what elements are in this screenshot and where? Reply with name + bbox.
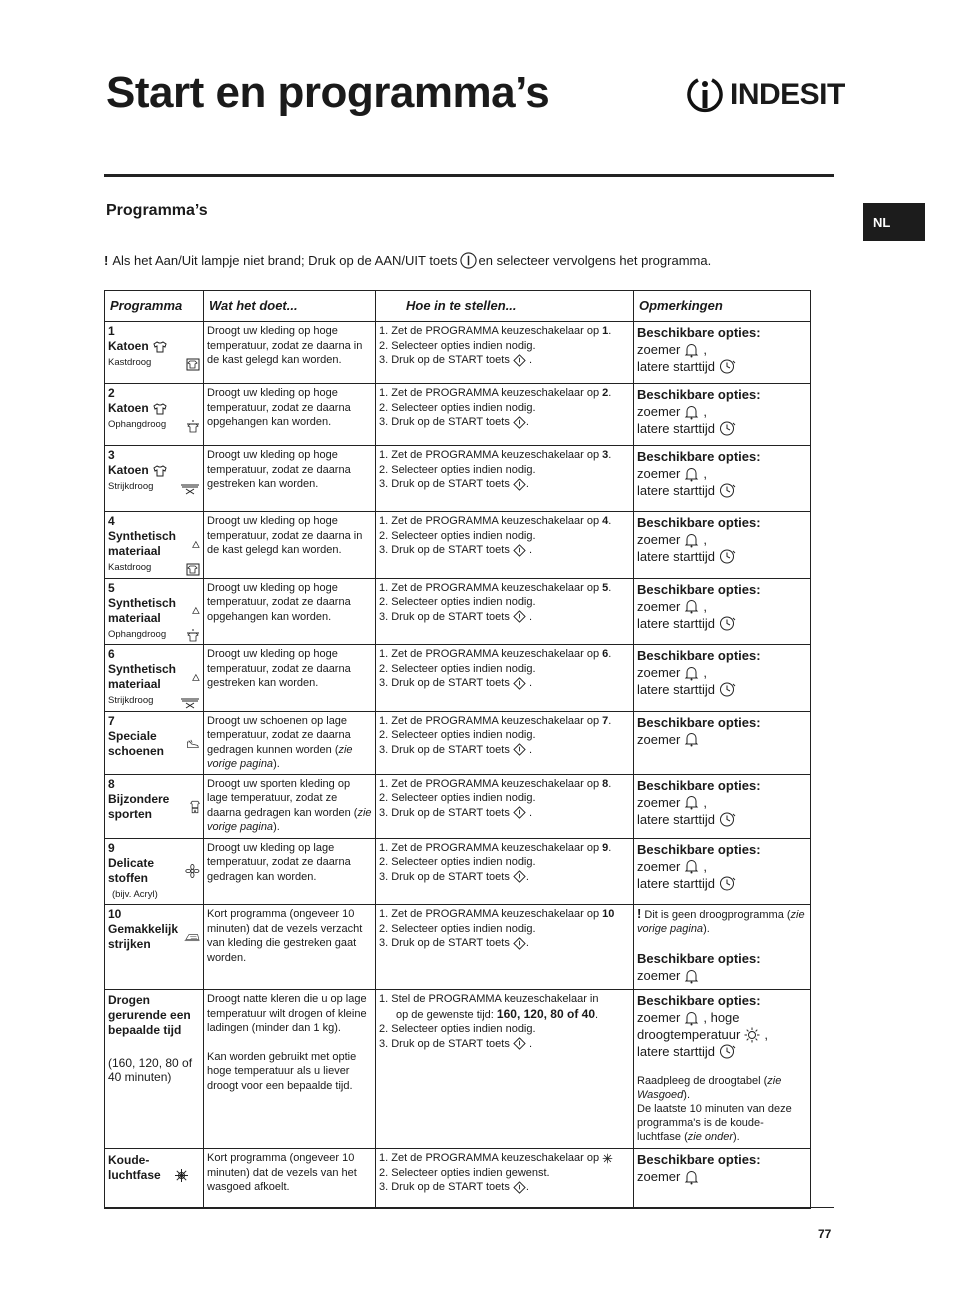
instructions-cell: 1. Zet de PROGRAMMA keuzeschakelaar op 8. 2. Selecteer opties indien nodig. 3. Druk op de START toets . <box>376 774 634 838</box>
start-icon <box>513 544 526 557</box>
notes-cell <box>634 774 811 838</box>
program-name: Katoen <box>108 463 149 477</box>
notes-cell <box>634 446 811 512</box>
step-2: 2. Selecteer opties indien gewenst. <box>379 1166 550 1179</box>
options-title: Beschikbare opties: <box>637 714 761 730</box>
program-number: 5 <box>108 580 115 595</box>
bell-icon <box>684 968 699 984</box>
start-icon <box>513 1037 526 1050</box>
notes-cell <box>634 384 811 446</box>
description-cell: Kort programma (ongeveer 10 minuten) dat de vezels van het wasgoed afkoelt. <box>204 1149 376 1209</box>
bell-icon <box>684 404 699 420</box>
program-cell <box>105 645 204 712</box>
comma: , <box>703 342 707 357</box>
clock-icon <box>719 615 736 632</box>
shoe-icon <box>186 737 200 751</box>
start-icon <box>513 478 526 491</box>
step-3: 3. Druk op de START toets <box>379 806 510 819</box>
bell-icon <box>684 858 699 874</box>
option-delay-start: latere starttijd <box>637 682 716 697</box>
indesit-logo-icon <box>686 76 724 114</box>
program-subtype: (bijv. Acryl) <box>112 888 158 900</box>
program-name: Gemakkelijk strijken <box>108 922 179 951</box>
table-row <box>105 774 811 838</box>
step-1: 1. Zet de PROGRAMMA keuzeschakelaar op <box>379 387 600 399</box>
notice-text-before: Als het Aan/Uit lampje niet brand; Druk op de AAN/UIT toets <box>112 253 458 268</box>
step-3: 3. Druk op de START toets <box>379 354 510 366</box>
comma: , <box>703 466 707 481</box>
language-tab: NL <box>863 203 925 241</box>
cooldown-note: De laatste 10 minuten van deze programma's is de koude-luchtfase ( <box>637 1103 792 1143</box>
program-name: Bijzondere sporten <box>108 791 170 821</box>
description-cell: Kort programma (ongeveer 10 minuten) dat de vezels verzacht van kleding die gestreken gaat worden. <box>204 905 376 990</box>
program-number: 10 <box>108 907 122 921</box>
program-number: 6 <box>108 647 115 661</box>
header-wat: Wat het doet... <box>204 291 376 322</box>
option-buzzer: zoemer <box>637 731 681 747</box>
description-cell: Droogt uw kleding op hoge temperatuur, zodat ze daarna in de kast gelegd kan worden. <box>204 322 376 384</box>
table-row <box>105 645 811 712</box>
comma: , <box>703 665 707 680</box>
table-row <box>105 578 811 645</box>
step-3: 3. Druk op de START toets <box>379 544 510 556</box>
step-3: 3. Druk op de START toets <box>379 416 510 428</box>
instructions-cell: 1. Zet de PROGRAMMA keuzeschakelaar op 10 2. Selecteer opties indien nodig. 3. Druk op de START toets . <box>376 905 634 990</box>
option-buzzer: zoemer <box>637 968 681 983</box>
program-name: Katoen <box>108 401 149 415</box>
step-2: 2. Selecteer opties indien nodig. <box>379 856 536 868</box>
instructions-cell: 1. Zet de PROGRAMMA keuzeschakelaar op 6. 2. Selecteer opties indien nodig. 3. Druk op de START toets . <box>376 645 634 712</box>
program-number: 7 <box>108 713 115 728</box>
dial-position: 7 <box>602 714 609 727</box>
comma: , <box>703 532 707 547</box>
instructions-cell: 1. Zet de PROGRAMMA keuzeschakelaar op 7. 2. Selecteer opties indien nodig. 3. Druk op de START toets . <box>376 711 634 774</box>
description-end: ). <box>273 821 280 833</box>
brand-logo <box>686 76 845 114</box>
option-high-temp-label: droogtemperatuur <box>637 1027 741 1042</box>
notes-cell <box>634 322 811 384</box>
bell-icon <box>684 598 699 614</box>
iron-icon <box>180 697 200 709</box>
description-text: Droogt uw sporten kleding op lage temperatuur, zodat ze daarna gedragen kan worden ( <box>207 777 358 819</box>
start-icon <box>513 806 526 819</box>
step-2: 2. Selecteer opties indien nodig. <box>379 401 536 414</box>
options-title: Beschikbare opties: <box>637 951 761 966</box>
option-delay-start: latere starttijd <box>637 359 716 374</box>
program-cell <box>105 838 204 905</box>
warning-bang: ! <box>637 906 642 921</box>
program-number: 1 <box>108 324 115 338</box>
table-header-row <box>105 291 811 322</box>
program-name: Drogen gerurende een bepaalde tijd <box>108 993 191 1037</box>
table-row <box>105 838 811 905</box>
notes-cell <box>634 578 811 645</box>
options-title: Beschikbare opties: <box>637 1152 761 1167</box>
dial-position: 10 <box>602 908 615 920</box>
options-title: Beschikbare opties: <box>637 387 761 402</box>
page-title: Start en programma’s <box>106 68 550 117</box>
note-text: Dit is geen droogprogramma ( <box>644 909 791 921</box>
table-row <box>105 905 811 990</box>
table-row <box>105 512 811 579</box>
header-programma: Programma <box>105 291 204 322</box>
dial-position: 1 <box>602 325 609 337</box>
options-title: Beschikbare opties: <box>637 841 761 857</box>
sun-icon <box>744 1027 760 1043</box>
notice <box>104 252 711 269</box>
program-cell <box>105 774 204 838</box>
header-opmerkingen: Opmerkingen <box>634 291 811 322</box>
triangle-icon <box>192 672 200 683</box>
program-name: Speciale schoenen <box>108 728 165 758</box>
notes-cell <box>634 990 811 1149</box>
comma: , <box>703 404 707 419</box>
cooldown-note-end: ). <box>733 1131 740 1143</box>
instructions-cell: 1. Zet de PROGRAMMA keuzeschakelaar op 2. Selecteer opties indien gewenst. 3. Druk op de START toets . <box>376 1149 634 1209</box>
option-delay-start: latere starttijd <box>637 549 716 564</box>
option-buzzer: zoemer <box>637 1010 681 1025</box>
step-1: 1. Zet de PROGRAMMA keuzeschakelaar op <box>379 714 600 727</box>
program-subtype: Kastdroog <box>108 357 152 368</box>
brand-name: INDESIT <box>730 78 845 111</box>
program-cell <box>105 990 204 1149</box>
shirt-icon <box>153 403 167 415</box>
program-name: Synthetisch materiaal <box>108 662 177 691</box>
instructions-cell: 1. Zet de PROGRAMMA keuzeschakelaar op 5. 2. Selecteer opties indien nodig. 3. Druk op de START toets . <box>376 578 634 645</box>
option-delay-start: latere starttijd <box>637 811 716 827</box>
snowflake-icon <box>602 1153 613 1164</box>
clock-icon <box>719 681 736 698</box>
snowflake-icon <box>174 1168 189 1183</box>
program-cell <box>105 1149 204 1209</box>
program-subtype: Kastdroog <box>108 562 152 573</box>
dial-position: 5 <box>602 581 609 594</box>
option-buzzer: zoemer <box>637 404 681 419</box>
step-3: 3. Druk op de START toets <box>379 743 510 756</box>
program-name: Delicate stoffen <box>108 855 155 885</box>
step-1: 1. Zet de PROGRAMMA keuzeschakelaar op <box>379 841 600 854</box>
note-reference: zie vorige pagina <box>637 909 805 935</box>
bell-icon <box>684 342 699 358</box>
cupboard-icon <box>186 357 200 371</box>
description-end: ). <box>273 758 280 770</box>
instructions-cell: 1. Zet de PROGRAMMA keuzeschakelaar op 2. 2. Selecteer opties indien nodig. 3. Druk op de START toets . <box>376 384 634 446</box>
notes-cell <box>634 711 811 774</box>
start-icon <box>513 610 526 623</box>
step-1: 1. Zet de PROGRAMMA keuzeschakelaar op <box>379 515 600 527</box>
notes-cell <box>634 1149 811 1209</box>
triangle-icon <box>192 539 200 550</box>
program-cell <box>105 711 204 774</box>
bell-icon <box>684 466 699 482</box>
program-name: Synthetisch materiaal <box>108 529 177 558</box>
step-3: 3. Druk op de START toets <box>379 677 510 689</box>
instructions-cell: 1. Zet de PROGRAMMA keuzeschakelaar op 3. 2. Selecteer opties indien nodig. 3. Druk op de START toets . <box>376 446 634 512</box>
options-title: Beschikbare opties: <box>637 325 761 340</box>
step-1: 1. Zet de PROGRAMMA keuzeschakelaar op <box>379 908 600 920</box>
time-options: 160, 120, 80 of 40 <box>496 1006 595 1021</box>
clock-icon <box>719 875 736 892</box>
dial-position: 3 <box>602 449 609 461</box>
hanger-icon <box>186 628 200 642</box>
description-cell: Droogt uw kleding op hoge temperatuur, zodat ze daarna opgehangen kan worden. <box>204 384 376 446</box>
option-delay-start: latere starttijd <box>637 1044 716 1059</box>
program-cell <box>105 905 204 990</box>
comma: , <box>703 598 707 614</box>
program-cell <box>105 578 204 645</box>
dial-position: 9 <box>602 841 609 854</box>
option-buzzer: zoemer <box>637 1169 681 1184</box>
option-buzzer: zoemer <box>637 342 681 357</box>
instructions-cell: 1. Zet de PROGRAMMA keuzeschakelaar op 9. 2. Selecteer opties indien nodig. 3. Druk op de START toets . <box>376 838 634 905</box>
program-subtype: (160, 120, 80 of 40 minuten) <box>108 1056 193 1084</box>
start-icon <box>513 677 526 690</box>
step-3: 3. Druk op de START toets <box>379 610 510 623</box>
step-2: 2. Selecteer opties indien nodig. <box>379 922 536 935</box>
clock-icon <box>719 548 736 565</box>
step-2: 2. Selecteer opties indien nodig. <box>379 339 536 352</box>
description-cell <box>204 774 376 838</box>
comma: , <box>764 1027 768 1042</box>
description-cell: Droogt uw kleding op hoge temperatuur, zodat ze daarna in de kast gelegd kan worden. <box>204 512 376 579</box>
dial-position: 6 <box>602 648 609 660</box>
step-2: 2. Selecteer opties indien nodig. <box>379 463 536 476</box>
description-reference: zie vorige pagina <box>207 806 372 833</box>
sportswear-icon <box>190 798 200 816</box>
drying-table-ref: Raadpleeg de droogtabel ( <box>637 1075 768 1087</box>
easy-iron-icon <box>184 929 200 945</box>
description-cell <box>204 990 376 1149</box>
bell-icon <box>684 731 699 747</box>
description-cell <box>204 711 376 774</box>
clock-icon <box>719 482 736 499</box>
option-delay-start: latere starttijd <box>637 483 716 498</box>
drying-table-ref-target: zie Wasgoed <box>637 1075 782 1101</box>
option-buzzer: zoemer <box>637 598 681 614</box>
program-number: 3 <box>108 448 115 462</box>
step-2: 2. Selecteer opties indien nodig. <box>379 729 536 741</box>
bell-icon <box>684 1010 699 1026</box>
program-name: Katoen <box>108 339 149 353</box>
step-1-continued: op de gewenste tijd: <box>396 1008 494 1021</box>
clock-icon <box>719 1043 736 1060</box>
page-number: 77 <box>818 1227 832 1241</box>
notes-cell <box>634 512 811 579</box>
options-title: Beschikbare opties: <box>637 993 761 1008</box>
description-reference: zie vorige pagina <box>207 743 353 770</box>
options-title: Beschikbare opties: <box>637 515 761 530</box>
step-3: 3. Druk op de START toets <box>379 937 510 949</box>
note-end: ). <box>703 923 710 935</box>
step-2: 2. Selecteer opties indien nodig. <box>379 596 536 608</box>
comma: , <box>703 858 707 874</box>
step-1: 1. Zet de PROGRAMMA keuzeschakelaar op <box>379 648 600 660</box>
options-title: Beschikbare opties: <box>637 648 761 663</box>
drying-table-ref-end: ). <box>683 1089 691 1101</box>
dial-position: 8 <box>602 777 609 790</box>
options-title: Beschikbare opties: <box>637 777 761 793</box>
program-name: Koude-luchtfase <box>108 1153 161 1182</box>
start-icon <box>513 416 526 429</box>
step-2: 2. Selecteer opties indien nodig. <box>379 662 536 675</box>
table-row <box>105 1149 811 1209</box>
table-row <box>105 990 811 1149</box>
comma: , <box>703 794 707 810</box>
section-title: Programma’s <box>106 202 208 219</box>
step-2: 2. Selecteer opties indien nodig. <box>379 529 536 542</box>
step-2: 2. Selecteer opties indien nodig. <box>379 1023 536 1035</box>
program-subtype: Ophangdroog <box>108 419 167 430</box>
description-extra: Kan worden gebruikt met optie hoge temperatuur als u liever droogt voor een bepaalde tijd. <box>207 1050 357 1092</box>
hanger-icon <box>186 419 200 433</box>
shirt-icon <box>153 341 167 353</box>
options-title: Beschikbare opties: <box>637 581 761 597</box>
bell-icon <box>684 665 699 681</box>
notice-text-after: en selecteer vervolgens het programma. <box>478 253 712 268</box>
program-number: 2 <box>108 386 115 400</box>
step-3: 3. Druk op de START toets <box>379 1181 510 1193</box>
program-name: Synthetisch materiaal <box>108 595 177 625</box>
header-rule <box>104 174 834 177</box>
dial-position: 4 <box>602 515 609 527</box>
option-delay-start: latere starttijd <box>637 615 716 631</box>
step-1: 1. Zet de PROGRAMMA keuzeschakelaar op <box>379 449 600 461</box>
program-cell <box>105 322 204 384</box>
option-buzzer: zoemer <box>637 858 681 874</box>
header-hoe: Hoe in te stellen... <box>376 291 634 322</box>
clock-icon <box>719 358 736 375</box>
program-number: 9 <box>108 840 115 855</box>
option-buzzer: zoemer <box>637 665 681 680</box>
table-row <box>105 322 811 384</box>
start-icon <box>513 1181 526 1194</box>
step-1: 1. Zet de PROGRAMMA keuzeschakelaar op <box>379 581 600 594</box>
table-row <box>105 711 811 774</box>
table-row <box>105 446 811 512</box>
option-buzzer: zoemer <box>637 532 681 547</box>
description-cell: Droogt uw kleding op lage temperatuur, zodat ze daarna gedragen kan worden. <box>204 838 376 905</box>
program-subtype: Strijkdroog <box>108 481 154 492</box>
bell-icon <box>684 1169 699 1185</box>
start-icon <box>513 354 526 367</box>
program-subtype: Ophangdroog <box>108 628 167 640</box>
step-2: 2. Selecteer opties indien nodig. <box>379 792 536 804</box>
flower-icon <box>185 862 200 880</box>
description-text: Droogt natte kleren die u op lage temperatuur wilt drogen of kleine ladingen (minder dan 1 kg). <box>207 993 367 1034</box>
option-buzzer: zoemer <box>637 794 681 810</box>
programs-table <box>104 290 811 1209</box>
notes-cell <box>634 905 811 990</box>
description-cell: Droogt uw kleding op hoge temperatuur, zodat ze daarna gestreken kan worden. <box>204 645 376 712</box>
description-text: Droogt uw schoenen op lage temperatuur, zodat ze daarna gedragen kunnen worden ( <box>207 714 351 756</box>
option-delay-start: latere starttijd <box>637 875 716 891</box>
start-icon <box>513 937 526 950</box>
step-1: 1. Stel de PROGRAMMA keuzeschakelaar in <box>379 993 599 1005</box>
start-icon <box>513 743 526 756</box>
notes-cell <box>634 838 811 905</box>
program-number: 4 <box>108 514 115 528</box>
iron-icon <box>180 483 200 495</box>
shirt-icon <box>153 465 167 477</box>
table-row <box>105 384 811 446</box>
program-cell <box>105 446 204 512</box>
program-number: 8 <box>108 776 115 791</box>
power-icon <box>460 252 477 269</box>
footer-rule <box>104 1207 834 1208</box>
program-cell <box>105 384 204 446</box>
step-1: 1. Zet de PROGRAMMA keuzeschakelaar op <box>379 1152 600 1164</box>
description-cell: Droogt uw kleding op hoge temperatuur, zodat ze daarna opgehangen kan worden. <box>204 578 376 645</box>
step-1: 1. Zet de PROGRAMMA keuzeschakelaar op <box>379 325 600 337</box>
notes-cell <box>634 645 811 712</box>
options-title: Beschikbare opties: <box>637 449 761 464</box>
cupboard-icon <box>186 562 200 576</box>
step-3: 3. Druk op de START toets <box>379 478 510 490</box>
instructions-cell: 1. Zet de PROGRAMMA keuzeschakelaar op 1. 2. Selecteer opties indien nodig. 3. Druk op de START toets . <box>376 322 634 384</box>
clock-icon <box>719 420 736 437</box>
program-cell <box>105 512 204 579</box>
program-subtype: Strijkdroog <box>108 695 154 706</box>
start-icon <box>513 870 526 883</box>
instructions-cell: 1. Stel de PROGRAMMA keuzeschakelaar in op de gewenste tijd: 160, 120, 80 of 40. 2. Selecteer opties indien nodig. 3. Druk op de START toets . <box>376 990 634 1149</box>
instructions-cell: 1. Zet de PROGRAMMA keuzeschakelaar op 4. 2. Selecteer opties indien nodig. 3. Druk op de START toets . <box>376 512 634 579</box>
dial-position: 2 <box>602 387 609 399</box>
option-high-temp: , hoge <box>703 1010 740 1025</box>
cooldown-note-ref: zie onder <box>687 1131 734 1143</box>
option-delay-start: latere starttijd <box>637 421 716 436</box>
step-3: 3. Druk op de START toets <box>379 870 510 883</box>
triangle-icon <box>192 605 200 616</box>
bell-icon <box>684 794 699 810</box>
clock-icon <box>719 811 736 828</box>
notice-bang: ! <box>104 253 109 268</box>
option-buzzer: zoemer <box>637 466 681 481</box>
bell-icon <box>684 532 699 548</box>
step-1: 1. Zet de PROGRAMMA keuzeschakelaar op <box>379 777 600 790</box>
step-3: 3. Druk op de START toets <box>379 1037 510 1050</box>
description-cell: Droogt uw kleding op hoge temperatuur, zodat ze daarna gestreken kan worden. <box>204 446 376 512</box>
